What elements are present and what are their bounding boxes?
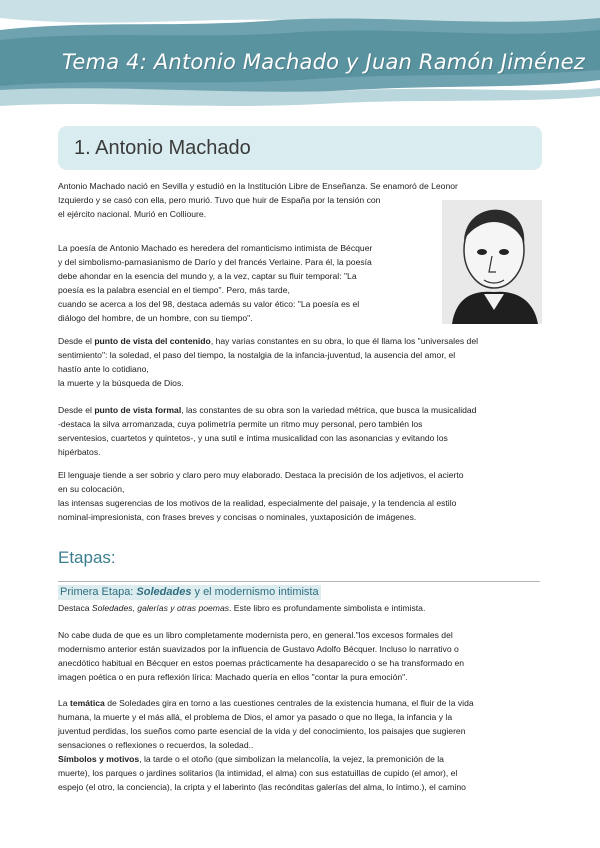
divider — [58, 581, 540, 582]
text-line: y del simbolismo-parnasianismo de Darío y del francés Verlaine. Para él, la poesía — [58, 257, 372, 267]
text-line: modernismo anterior están suavizados por la influencia de Gustavo Adolfo Bécquer. Incluso lo narrativo o — [58, 644, 459, 654]
text-line: hipérbatos. — [58, 447, 101, 457]
destaca-paragraph — [58, 601, 544, 615]
text-line: espejo (el otro, la conciencia), la cripta y el laberinto (las recónditas galerías del alma, lo íntimo.), el camino — [58, 782, 466, 792]
formal-paragraph — [58, 403, 544, 459]
text-line: diálogo del hombre, de un hombre, con su tiempo". — [58, 313, 253, 323]
text-span: y el modernismo intimista — [191, 586, 319, 598]
text-line: Izquierdo y se casó con ella, pero murió. Tuvo que huir de España por la tensión con — [58, 195, 381, 205]
text-span: Destaca — [58, 603, 92, 613]
text-span: La — [58, 698, 70, 708]
lenguaje-paragraph — [58, 468, 544, 524]
text-line: -destaca la silva arromanzada, cuya polimetría permite un ritmo muy personal, pero también los — [58, 419, 423, 429]
text-line: nominal-impresionista, con frases breves y concisas o nominales, yuxtaposición de imágenes. — [58, 512, 417, 522]
intro-paragraph — [58, 179, 458, 221]
bold-term: temática — [69, 698, 105, 708]
text-line — [58, 696, 544, 710]
text-line: Antonio Machado nació en Sevilla y estudió en la Institución Libre de Enseñanza. Se enamoró de Leonor — [58, 181, 458, 191]
text-line: la muerte y la búsqueda de Dios. — [58, 378, 184, 388]
text-line: humana, la muerte y el más allá, el problema de Dios, el amor ya pasado o que no llega, la infancia y la — [58, 712, 453, 722]
text-line: las intensas sugerencias de los motivos de la realidad, especialmente del paisaje, y la tendencia al estilo — [58, 498, 457, 508]
text-line: La poesía de Antonio Machado es heredera del romanticismo intimista de Bécquer — [58, 243, 373, 253]
text-line — [58, 752, 544, 766]
text-line: cuando se acerca a los del 98, destaca además su valor ético: "La poesía es el — [58, 299, 360, 309]
tematica-paragraph — [58, 696, 544, 794]
contenido-paragraph — [58, 334, 544, 390]
poesia-paragraph — [58, 241, 436, 325]
text-line: muerte), los parques o jardines solitarios (la intimidad, el alma) con sus estatuillas de cupido (el amor), el — [58, 768, 458, 778]
work-title: Soledades — [136, 586, 192, 598]
portrait-image — [442, 200, 542, 324]
text-line: sentimiento": la soledad, el paso del tiempo, la nostalgia de la infancia-juventud, la ausencia del amor, el — [58, 350, 456, 360]
etapas-heading: Etapas: — [58, 548, 116, 567]
text-span: . Este libro es profundamente simbolista e intimista. — [229, 603, 426, 613]
text-line: el ejército nacional. Murió en Collioure. — [58, 209, 207, 219]
text-line — [58, 601, 544, 615]
text-line: serventesios, cuartetos y quintetos-, y una sutil e íntima musicalidad con las asonancias y evitando los — [58, 433, 448, 443]
text-line: en su colocación, — [58, 484, 125, 494]
text-line — [58, 334, 544, 348]
text-line: El lenguaje tiende a ser sobrio y claro pero muy elaborado. Destaca la precisión de los adjetivos, el acierto — [58, 470, 464, 480]
bold-term: Símbolos y motivos — [58, 754, 140, 764]
document-title: Tema 4: Antonio Machado y Juan Ramón Jiménez — [62, 50, 585, 74]
text-span: , hay varias constantes en su obra, lo que él llama los "universales del — [210, 336, 479, 346]
text-line: anecdótico habitual en Bécquer en estos poemas prácticamente ha desaparecido o se ha transformado en — [58, 658, 465, 668]
text-span: Desde el — [58, 336, 95, 346]
etapa-subheading — [58, 585, 321, 600]
text-line — [58, 403, 544, 417]
text-line: debe ahondar en la esencia del mundo y, a la vez, captar su fluir temporal: "La — [58, 271, 357, 281]
text-span: , las constantes de su obra son la variedad métrica, que busca la musicalidad — [181, 405, 477, 415]
text-line: No cabe duda de que es un libro completamente modernista pero, en general."los excesos formales del — [58, 630, 453, 640]
text-line: hastío ante lo cotidiano, — [58, 364, 149, 374]
text-line: poesía es la palabra esencial en el tiempo". Pero, más tarde, — [58, 285, 290, 295]
bold-term: punto de vista formal — [94, 405, 182, 415]
text-line: sensaciones o reflexiones o recuerdos, la soledad.. — [58, 740, 254, 750]
text-span: Desde el — [58, 405, 95, 415]
text-line: juventud perdidas, los sueños como parte esencial de la vida y del conocimiento, los paisajes que sugieren — [58, 726, 466, 736]
text-line: imagen poética o en pura reflexión lírica: Machado quería en ellos "contar la pura emoción". — [58, 672, 408, 682]
text-span: , la tarde o el otoño (que simbolizan la melancolía, la vejez, la premonición de la — [139, 754, 444, 764]
modernista-paragraph — [58, 628, 544, 684]
section-title: 1. Antonio Machado — [74, 137, 251, 159]
bold-term: punto de vista del contenido — [94, 336, 211, 346]
work-title: Soledades, galerías y otras poemas — [91, 603, 230, 613]
text-span: de Soledades gira en torno a las cuestiones centrales de la existencia humana, el fluir de la vida — [104, 698, 474, 708]
text-span: Primera Etapa: — [60, 586, 137, 598]
